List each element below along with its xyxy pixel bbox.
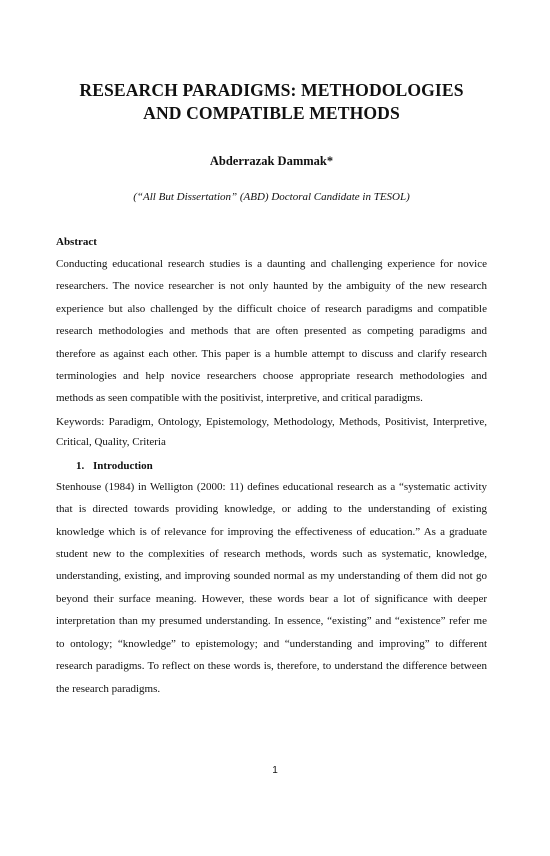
section-title: Introduction <box>93 459 153 472</box>
author-affiliation: (“All But Dissertation” (ABD) Doctoral Candidate in TESOL) <box>133 191 410 203</box>
abstract-heading: Abstract <box>56 236 97 248</box>
paper-page <box>0 79 550 856</box>
keywords: Keywords: Paradigm, Ontology, Epistemology, Methodology, Methods, Positivist, Interpretive, Critical, Quality, Criteria <box>56 415 487 448</box>
section-number: 1. <box>76 459 85 472</box>
page-number: 1 <box>272 765 278 776</box>
introduction-text: Stenhouse (1984) in Welligton (2000: 11) defines educational research as a “systematic activity that is directed towards providing knowledge, or adding to the understanding of existing knowledge which is of relevance for improving the effectiveness of education.” As a graduate student new to the complexities of research methods, words such as systematic, knowledge, understanding, existing, and improving sounded normal as my understanding of them did not go beyond their surface meaning. However, these words bear a lot of significance with deeper interpretation than my presumed understanding. In essence, “existing” and “existence” refer me to ontology; “knowledge” to epistemology; and “understanding and improving” to different research paradigms. To reflect on these words is, therefore, to understand the difference between the research paradigms. <box>56 480 487 695</box>
paper-title-line-2: AND COMPATIBLE METHODS <box>143 103 400 123</box>
paper-title <box>56 79 487 125</box>
abstract-text: Conducting educational research studies is a daunting and challenging experience for novice researchers. The novice researcher is not only haunted by the ambiguity of the new research experience but also challenged by the difficult choice of research paradigms and compatible research methodologies and methods that are often presented as competing paradigms and therefore as against each other. This paper is a humble attempt to discuss and clarify research terminologies and help novice researchers choose appropriate research methodologies and methods as seen compatible with the positivist, interpretive, and critical paradigms. <box>56 258 487 405</box>
author-name: Abderrazak Dammak* <box>209 154 334 168</box>
paper-title-line-1: RESEARCH PARADIGMS: METHODOLOGIES <box>79 80 464 100</box>
section-heading-introduction <box>56 459 487 473</box>
